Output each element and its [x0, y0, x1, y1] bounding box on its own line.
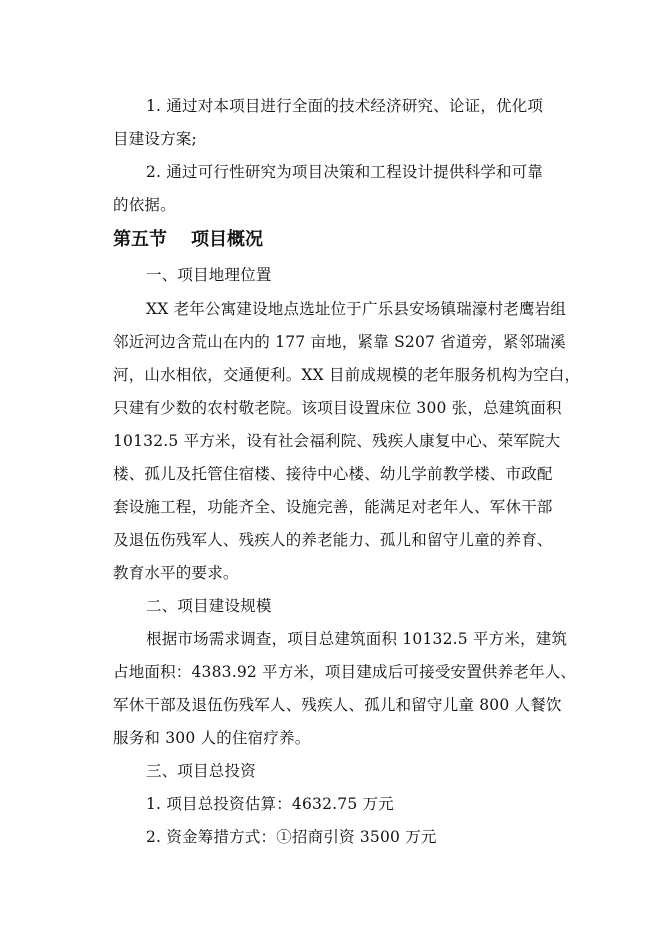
section-number: 第五节: [113, 229, 167, 250]
location-line-1: XX 老年公寓建设地点选址位于广乐县安场镇瑞濠村老鹰岩组: [146, 300, 567, 318]
location-line-3: 河，山水相依，交通便利。XX 目前成规模的老年服务机构为空白，: [113, 366, 581, 384]
section-heading: [113, 229, 263, 251]
purpose-item-1-line-1: 1. 通过对本项目进行全面的技术经济研究、论证，优化项: [146, 97, 544, 115]
location-line-2: 邻近河边含荒山在内的 177 亩地，紧靠 S207 省道旁，紧邻瑞溪: [113, 333, 566, 351]
location-line-8: 及退伍伤残军人、残疾人的养老能力、孤儿和留守儿童的养育、: [113, 531, 553, 549]
location-heading: 一、项目地理位置: [146, 266, 272, 284]
scale-line-2: 占地面积：4383.92 平方米，项目建成后可接受安置供养老年人、: [113, 663, 577, 681]
purpose-item-1-line-2: 目建设方案;: [113, 130, 197, 148]
location-line-9: 教育水平的要求。: [113, 564, 239, 582]
investment-heading: 三、项目总投资: [146, 762, 256, 780]
section-title: 项目概况: [191, 229, 263, 250]
investment-item-1: 1. 项目总投资估算：4632.75 万元: [146, 795, 394, 813]
location-line-4: 只建有少数的农村敬老院。该项目设置床位 300 张，总建筑面积: [113, 399, 562, 417]
purpose-item-2-line-1: 2. 通过可行性研究为项目决策和工程设计提供科学和可靠: [146, 163, 544, 181]
scale-heading: 二、项目建设规模: [146, 597, 272, 615]
scale-line-1: 根据市场需求调查，项目总建筑面积 10132.5 平方米，建筑: [146, 630, 568, 648]
scale-line-3: 军休干部及退伍伤残军人、残疾人、孤儿和留守儿童 800 人餐饮: [113, 696, 562, 714]
scale-line-4: 服务和 300 人的住宿疗养。: [113, 729, 311, 747]
location-line-6: 楼、孤儿及托管住宿楼、接待中心楼、幼儿学前教学楼、市政配: [113, 465, 553, 483]
location-line-5: 10132.5 平方米，设有社会福利院、残疾人康复中心、荣军院大: [113, 432, 561, 450]
investment-item-2: 2. 资金筹措方式：①招商引资 3500 万元: [146, 828, 437, 846]
location-line-7: 套设施工程，功能齐全、设施完善，能满足对老年人、军休干部: [113, 498, 553, 516]
purpose-item-2-line-2: 的依据。: [113, 196, 176, 214]
